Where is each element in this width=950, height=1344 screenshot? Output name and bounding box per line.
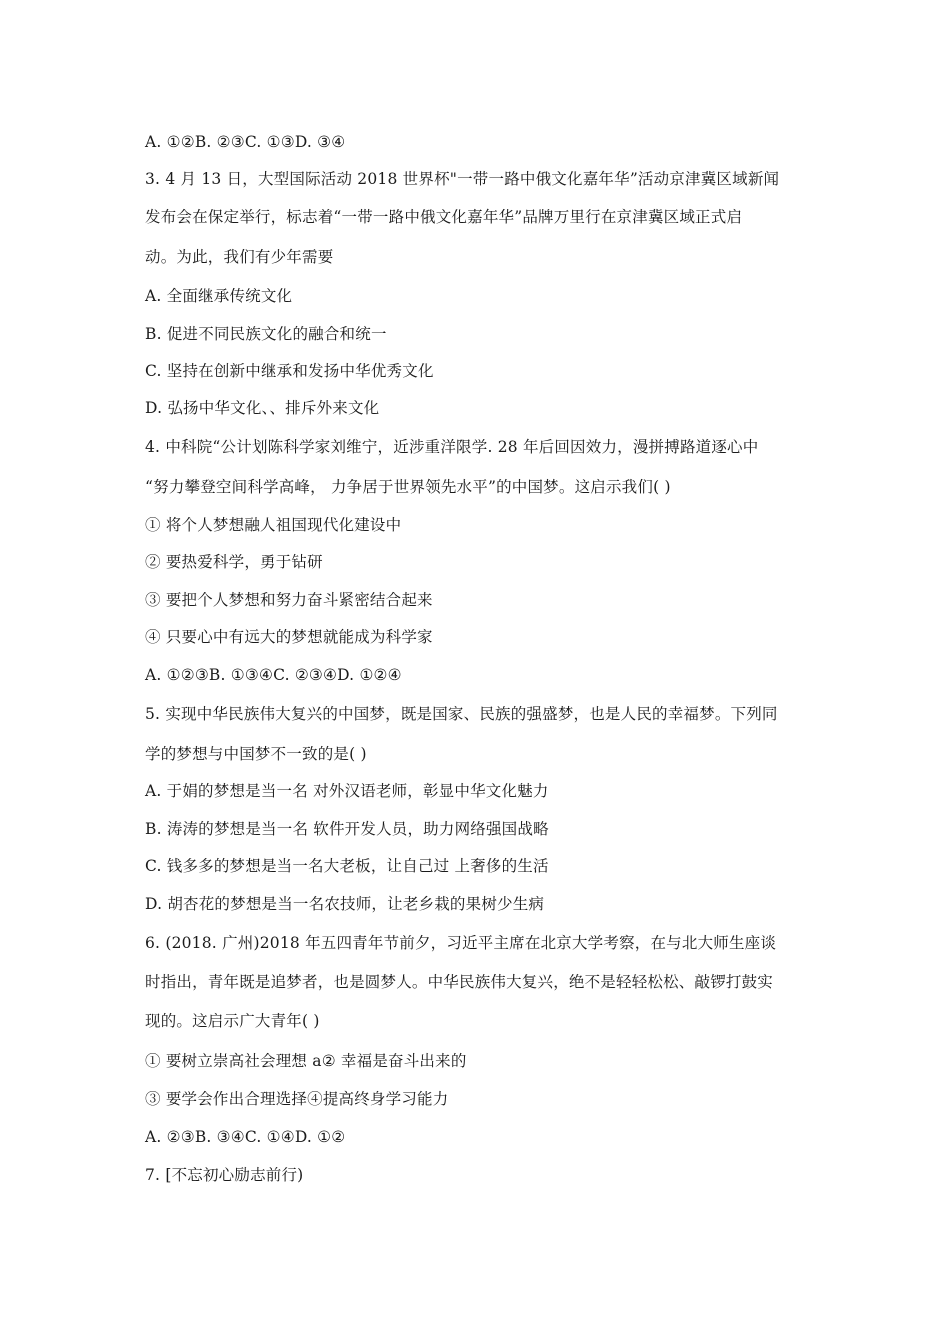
q3-stem-line-1: 3. 4 月 13 日，大型国际活动 2018 世界杯"一带一路中俄文化嘉年华”活动京津冀区域新闻 <box>145 170 780 188</box>
q6-statements-3-4: ③ 要学会作出合理选择④提高终身学习能力 <box>145 1090 449 1108</box>
q5-option-d: D. 胡杏花的梦想是当一名农技师，让老乡栽的果树少生病 <box>145 895 545 913</box>
q3-option-d: D. 弘扬中华文化、、排斥外来文化 <box>145 399 380 417</box>
q6-stem-line-3: 现的。这启示广大青年( ) <box>145 1012 320 1030</box>
q5-option-c: C. 钱多多的梦想是当一名大老板，让自己过 上奢侈的生活 <box>145 857 549 875</box>
q5-stem-line-2: 学的梦想与中国梦不一致的是( ) <box>145 745 367 763</box>
q3-stem-line-2: 发布会在保定举行，标志着“一带一路中俄文化嘉年华”品牌万里行在京津冀区域正式启 <box>145 208 743 226</box>
q4-statement-4: ④ 只要心中有远大的梦想就能成为科学家 <box>145 628 433 646</box>
q5-option-b: B. 涛涛的梦想是当一名 软件开发人员，助力网络强国战略 <box>145 820 549 838</box>
q3-option-c: C. 坚持在创新中继承和发扬中华优秀文化 <box>145 362 434 380</box>
q5-stem-line-1: 5. 实现中华民族伟大复兴的中国梦，既是国家、民族的强盛梦，也是人民的幸福梦。下列同 <box>145 705 778 723</box>
q6-statements-1-2: ① 要树立崇高社会理想 a② 幸福是奋斗出来的 <box>145 1052 467 1070</box>
q4-stem-line-1: 4. 中科院“公计划陈科学家刘维宁，近涉重洋限学. 28 年后回因效力，漫拼搏路道逐心中 <box>145 438 759 456</box>
q4-statement-1: ① 将个人梦想融人祖国现代化建设中 <box>145 516 402 534</box>
q7-heading: 7. [不忘初心励志前行) <box>145 1166 304 1184</box>
q2-answer-options: A. ①②B. ②③C. ①③D. ③④ <box>145 133 346 151</box>
q6-answer-options: A. ②③B. ③④C. ①④D. ①② <box>145 1128 346 1146</box>
q3-option-a: A. 全面继承传统文化 <box>145 287 293 305</box>
q4-statement-3: ③ 要把个人梦想和努力奋斗紧密结合起来 <box>145 591 433 609</box>
q4-statement-2: ② 要热爱科学，勇于钻研 <box>145 553 323 571</box>
q3-stem-line-3: 动。为此，我们有少年需要 <box>145 248 334 266</box>
q4-answer-options: A. ①②③B. ①③④C. ②③④D. ①②④ <box>145 666 402 684</box>
q6-stem-line-1: 6. (2018. 广州)2018 年五四青年节前夕，习近平主席在北京大学考察，在与北大师生座谈 <box>145 934 777 952</box>
q6-stem-line-2: 时指出，青年既是追梦者，也是圆梦人。中华民族伟大复兴，绝不是轻轻松松、敲锣打鼓实 <box>145 973 774 991</box>
q3-option-b: B. 促进不同民族文化的融合和统一 <box>145 325 387 343</box>
q5-option-a: A. 于娟的梦想是当一名 对外汉语老师，彰显中华文化魅力 <box>145 782 549 800</box>
q4-stem-line-2: “努力攀登空间科学高峰， 力争居于世界领先水平”的中国梦。这启示我们( ) <box>145 478 671 496</box>
